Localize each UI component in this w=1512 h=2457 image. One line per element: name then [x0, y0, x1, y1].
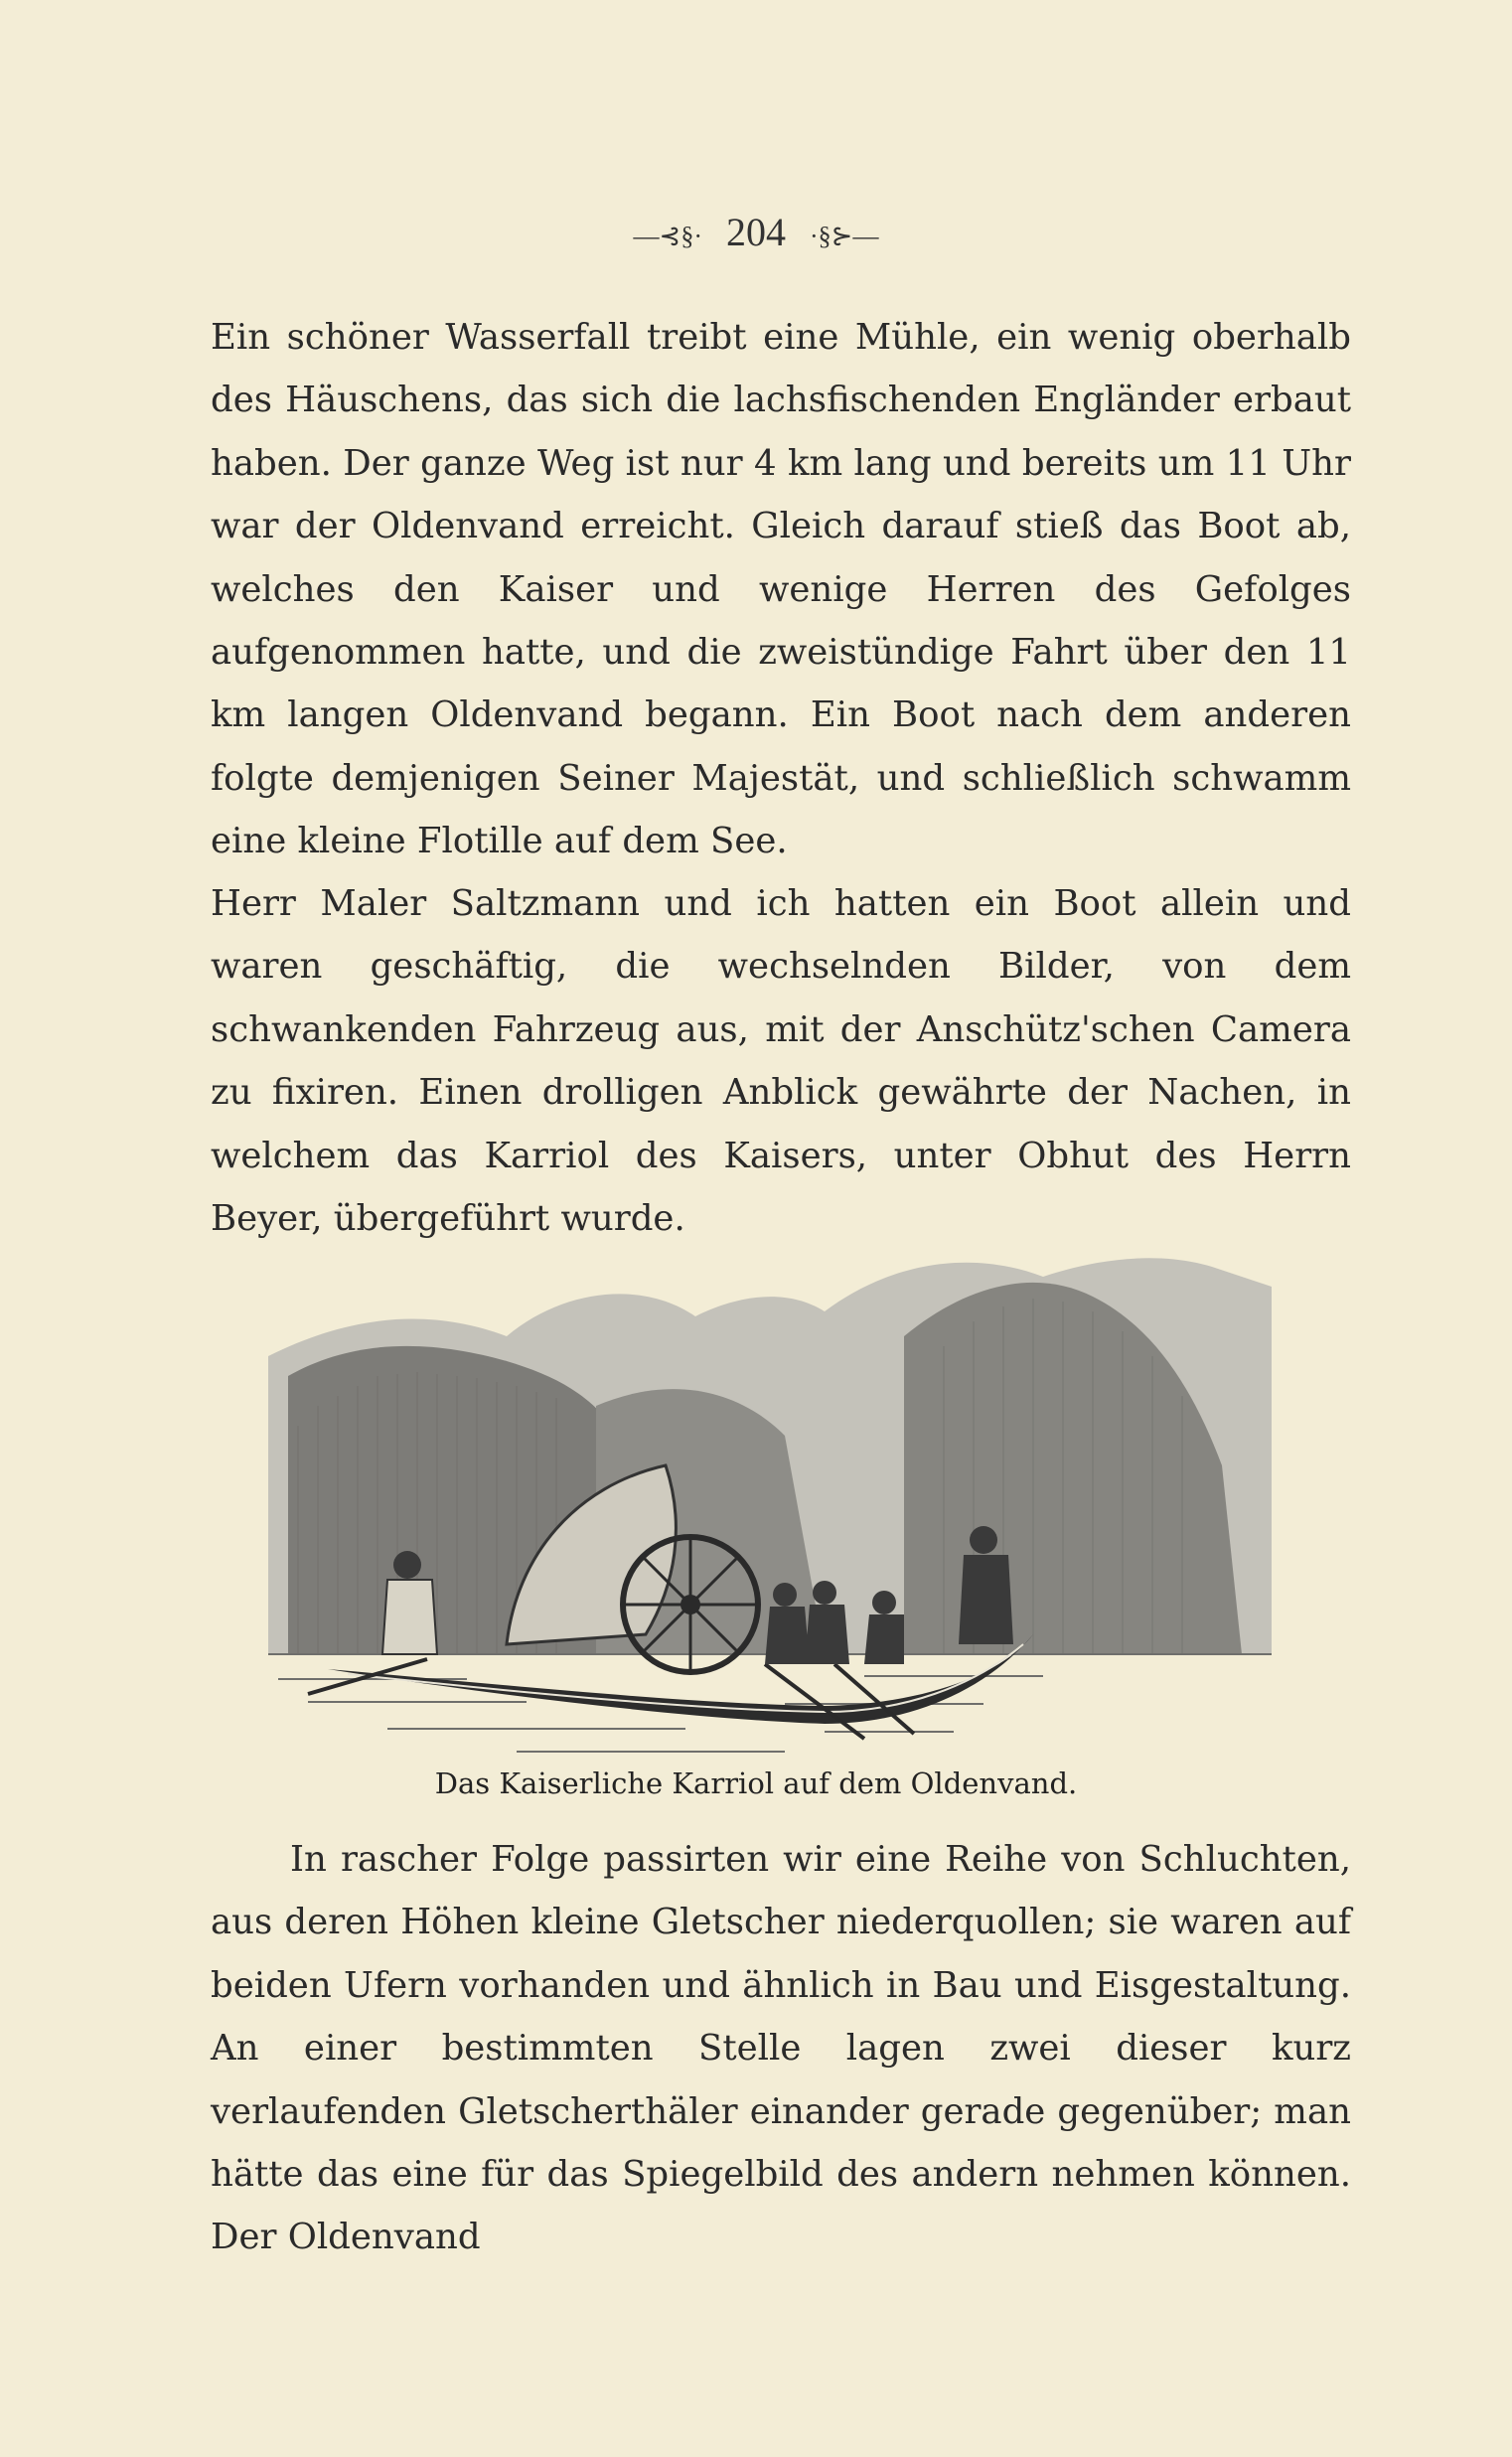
paragraph-3-text: In rascher Folge passirten wir eine Reihe von Schluchten, aus deren Höhen kleine Gletscher niederquollen; sie waren auf beiden Ufern vorhanden und ähnlich in Bau und Eisgestaltung. An einer bestimmten Stelle lagen zwei dieser kurz verlaufenden Gletscherthäler einander gerade gegenüber; man hätte das eine für das Spiegelbild des andern nehmen können. Der Oldenvand — [211, 1839, 1351, 2258]
paragraph-1: Ein schöner Wasserfall treibt eine Mühle, ein wenig oberhalb des Häuschens, das sich die lachsfischenden Engländer erbaut haben. Der ganze Weg ist nur 4 km lang und bereits um 11 Uhr war der Oldenvand erreicht. Gleich darauf stieß das Boot ab, welches den Kaiser und wenige Herren des Gefolges aufgenommen hatte, und die zweistündige Fahrt über den 11 km langen Oldenvand begann. Ein Boot nach dem anderen folgte demjenigen Seiner Majestät, und schließlich schwamm eine kleine Flotille auf dem See. — [211, 317, 1351, 862]
page-number: 204 — [726, 210, 786, 254]
engraving-image — [268, 1227, 1272, 1768]
header-ornament-left: —⊰§· — [633, 221, 702, 250]
paragraph-2 — [211, 872, 1351, 1250]
paragraph-2-text: Herr Maler Saltzmann und ich hatten ein Boot allein und waren geschäftig, die wechselnden Bilder, von dem schwankenden Fahrzeug aus, mit der Anschütz'schen Camera zu fixiren. Einen drolligen Anblick gewährte der Nachen, in welchem das Karriol des Kaisers, unter Obhut des Herrn Beyer, übergeführt wurde. — [211, 883, 1351, 1240]
page-header — [0, 209, 1512, 255]
illustration-boat-with-carriage — [268, 1227, 1272, 1768]
paragraph-3 — [211, 1828, 1351, 2269]
figure-caption: Das Kaiserliche Karriol auf dem Oldenvand. — [434, 1766, 1078, 1800]
carriage-wheel — [623, 1537, 758, 1672]
header-ornament-right: ·§⊱— — [810, 221, 879, 250]
